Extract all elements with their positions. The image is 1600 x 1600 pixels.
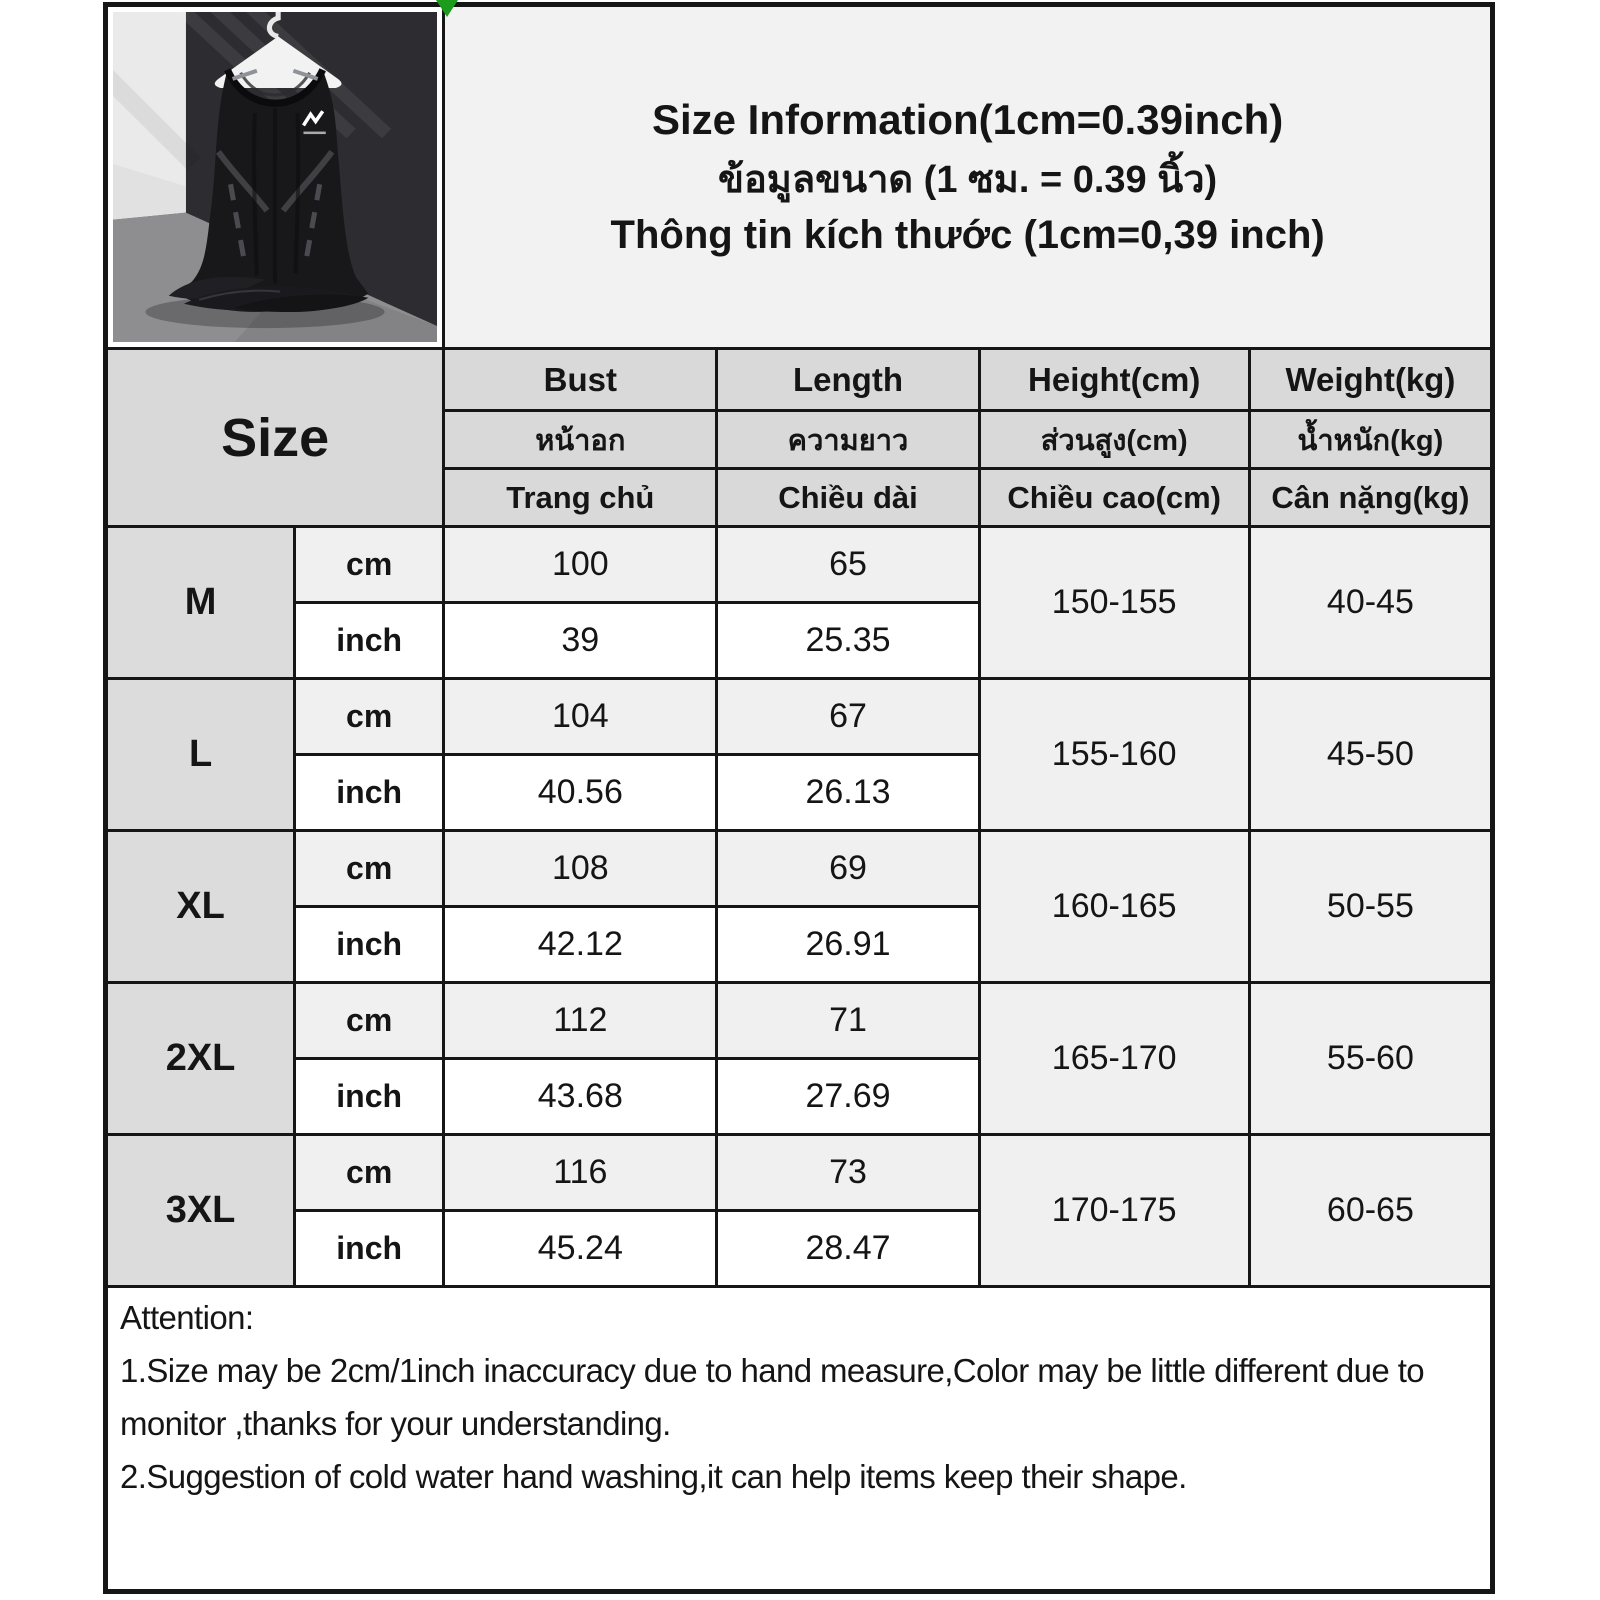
length-inch-value: 26.13 <box>717 755 979 831</box>
length-cm-value: 67 <box>717 679 979 755</box>
weight-range-value: 40-45 <box>1249 527 1492 679</box>
unit-label-cm: cm <box>295 1135 444 1211</box>
size-table <box>103 2 1495 1594</box>
unit-label-inch: inch <box>295 1059 444 1135</box>
unit-label-inch: inch <box>295 1211 444 1287</box>
attention-section <box>106 1287 1493 1592</box>
col-header-length-vi: Chiều dài <box>717 469 979 527</box>
page-title: Size Information(1cm=0.39inch) <box>651 96 1284 144</box>
length-inch-value: 28.47 <box>717 1211 979 1287</box>
size-label-l: L <box>106 679 295 831</box>
col-header-height-vi: Chiều cao(cm) <box>979 469 1249 527</box>
col-header-bust-vi: Trang chủ <box>444 469 717 527</box>
col-header-length-th: ความยาว <box>717 411 979 469</box>
col-header-bust: Bust <box>444 349 717 411</box>
bust-inch-value: 45.24 <box>444 1211 717 1287</box>
length-cm-value: 71 <box>717 983 979 1059</box>
product-photo-cell <box>106 5 444 349</box>
attention-note-1: 1.Size may be 2cm/1inch inaccuracy due to hand measure,Color may be little different due to monitor ,thanks for your understanding. <box>120 1352 1425 1442</box>
length-inch-value: 26.91 <box>717 907 979 983</box>
product-photo <box>113 12 437 342</box>
bust-inch-value: 42.12 <box>444 907 717 983</box>
col-header-length: Length <box>717 349 979 411</box>
size-label-3xl: 3XL <box>106 1135 295 1287</box>
length-cm-value: 69 <box>717 831 979 907</box>
length-inch-value: 27.69 <box>717 1059 979 1135</box>
height-range-value: 170-175 <box>979 1135 1249 1287</box>
unit-label-cm: cm <box>295 527 444 603</box>
unit-label-inch: inch <box>295 755 444 831</box>
unit-label-inch: inch <box>295 603 444 679</box>
length-cm-value: 65 <box>717 527 979 603</box>
bust-cm-value: 116 <box>444 1135 717 1211</box>
title-cell <box>444 5 1493 349</box>
green-corner-badge <box>436 0 458 17</box>
unit-label-cm: cm <box>295 679 444 755</box>
bust-inch-value: 43.68 <box>444 1059 717 1135</box>
page-title-thai: ข้อมูลขนาด (1 ซม. = 0.39 นิ้ว) <box>718 159 1218 202</box>
length-inch-value: 25.35 <box>717 603 979 679</box>
size-column-header: Size <box>106 349 444 527</box>
attention-heading: Attention: <box>120 1299 254 1337</box>
bust-cm-value: 104 <box>444 679 717 755</box>
col-header-height-th: ส่วนสูง(cm) <box>979 411 1249 469</box>
bust-cm-value: 100 <box>444 527 717 603</box>
size-label-m: M <box>106 527 295 679</box>
size-label-2xl: 2XL <box>106 983 295 1135</box>
height-range-value: 150-155 <box>979 527 1249 679</box>
unit-label-cm: cm <box>295 831 444 907</box>
height-range-value: 165-170 <box>979 983 1249 1135</box>
height-range-value: 160-165 <box>979 831 1249 983</box>
length-cm-value: 73 <box>717 1135 979 1211</box>
attention-note-2: 2.Suggestion of cold water hand washing,it can help items keep their shape. <box>120 1457 1187 1495</box>
col-header-weight: Weight(kg) <box>1249 349 1492 411</box>
page-title-vietnamese: Thông tin kích thước (1cm=0,39 inch) <box>610 213 1325 258</box>
bust-cm-value: 108 <box>444 831 717 907</box>
bust-inch-value: 39 <box>444 603 717 679</box>
col-header-height: Height(cm) <box>979 349 1249 411</box>
vest-illustration <box>113 12 437 342</box>
weight-range-value: 60-65 <box>1249 1135 1492 1287</box>
col-header-bust-th: หน้าอก <box>444 411 717 469</box>
height-range-value: 155-160 <box>979 679 1249 831</box>
col-header-weight-th: น้ำหนัก(kg) <box>1249 411 1492 469</box>
weight-range-value: 50-55 <box>1249 831 1492 983</box>
weight-range-value: 55-60 <box>1249 983 1492 1135</box>
bust-inch-value: 40.56 <box>444 755 717 831</box>
unit-label-cm: cm <box>295 983 444 1059</box>
size-label-xl: XL <box>106 831 295 983</box>
bust-cm-value: 112 <box>444 983 717 1059</box>
unit-label-inch: inch <box>295 907 444 983</box>
col-header-weight-vi: Cân nặng(kg) <box>1249 469 1492 527</box>
weight-range-value: 45-50 <box>1249 679 1492 831</box>
